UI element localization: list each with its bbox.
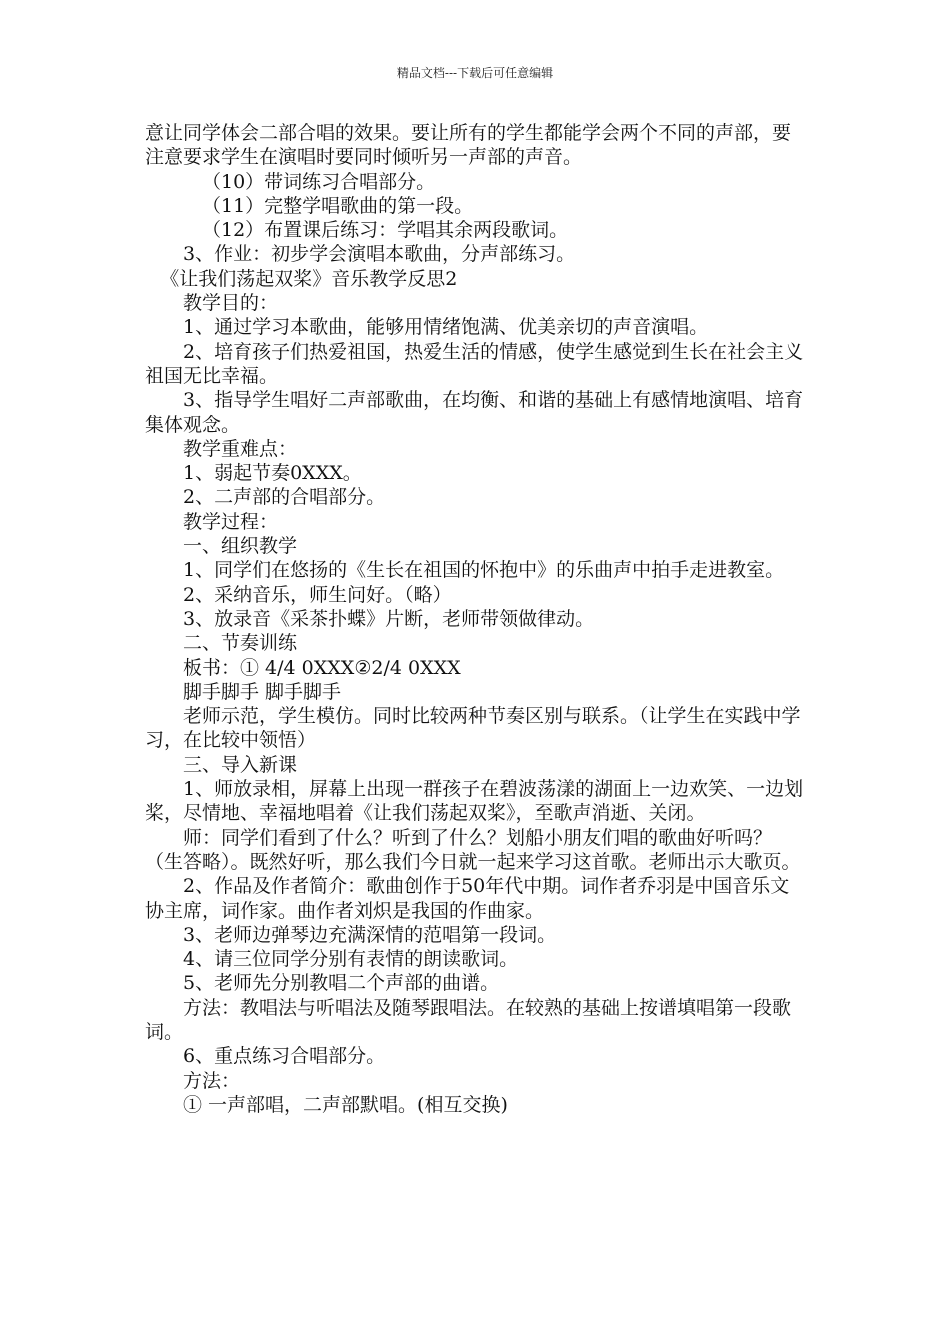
paragraph: 1、通过学习本歌曲，能够用情绪饱满、优美亲切的声音演唱。 — [183, 316, 709, 339]
paragraph: 1、弱起节奏0XXX。 — [183, 462, 362, 485]
paragraph: 5、老师先分别教唱二个声部的曲谱。 — [183, 972, 500, 995]
document-body — [145, 121, 805, 1117]
paragraph: （12）布置课后练习：学唱其余两段歌词。 — [202, 219, 569, 242]
paragraph: 师：同学们看到了什么？听到了什么？划船小朋友们唱的歌曲好听吗？（生答略）。既然好听，那么我们今日就一起来学习这首歌。老师出示大歌页。 — [145, 826, 801, 873]
paragraph: 4、请三位同学分别有表情的朗读歌词。 — [183, 948, 519, 971]
paragraph: 教学重难点： — [183, 437, 298, 460]
paragraph: 教学目的： — [183, 292, 279, 315]
paragraph: 意让同学体会二部合唱的效果。要让所有的学生都能学会两个不同的声部，要注意要求学生在演唱时要同时倾听另一声部的声音。 — [145, 122, 792, 169]
paragraph: 脚手脚手 脚手脚手 — [183, 680, 342, 703]
paragraph: 3、老师边弹琴边充满深情的范唱第一段词。 — [183, 923, 557, 946]
paragraph: 1、同学们在悠扬的《生长在祖国的怀抱中》的乐曲声中拍手走进教室。 — [183, 559, 785, 582]
paragraph: 二、节奏训练 — [183, 632, 298, 655]
paragraph: 2、二声部的合唱部分。 — [183, 486, 386, 509]
paragraph: 方法：教唱法与听唱法及随琴跟唱法。在较熟的基础上按谱填唱第一段歌词。 — [145, 996, 792, 1043]
paragraph: 一、组织教学 — [183, 535, 298, 558]
paragraph: （10）带词练习合唱部分。 — [202, 170, 436, 193]
paragraph: 三、导入新课 — [183, 753, 298, 776]
paragraph: 2、作品及作者简介：歌曲创作于50年代中期。词作者乔羽是中国音乐文协主席，词作家。曲作者刘炽是我国的作曲家。 — [145, 875, 790, 922]
paragraph: 3、放录音《采茶扑蝶》片断，老师带领做律动。 — [183, 607, 595, 630]
paragraph: 2、采纳音乐，师生问好。（略） — [183, 583, 452, 606]
paragraph: ① 一声部唱，二声部默唱。(相互交换) — [183, 1093, 508, 1116]
paragraph: 老师示范，学生模仿。同时比较两种节奏区别与联系。（让学生在实践中学习，在比较中领悟） — [145, 705, 801, 752]
paragraph: 教学过程： — [183, 510, 279, 533]
paragraph: 2、培育孩子们热爱祖国，热爱生活的情感，使学生感觉到生长在社会主义祖国无比幸福。 — [145, 340, 804, 387]
paragraph: 方法： — [183, 1069, 241, 1092]
section-title: 《让我们荡起双桨》音乐教学反思2 — [160, 267, 458, 290]
paragraph: 1、师放录相，屏幕上出现一群孩子在碧波荡漾的湖面上一边欢笑、一边划桨，尽情地、幸福地唱着《让我们荡起双桨》，至歌声消逝、关闭。 — [145, 778, 804, 825]
paragraph: 3、指导学生唱好二声部歌曲，在均衡、和谐的基础上有感情地演唱、培育集体观念。 — [145, 389, 804, 436]
paragraph: 3、作业：初步学会演唱本歌曲，分声部练习。 — [183, 243, 576, 266]
paragraph: （11）完整学唱歌曲的第一段。 — [202, 194, 474, 217]
paragraph: 6、重点练习合唱部分。 — [183, 1045, 386, 1068]
paragraph: 板书：① 4/4 0XXX②2/4 0XXX — [183, 656, 461, 679]
page-header: 精品文档---下载后可任意编辑 — [396, 66, 554, 80]
